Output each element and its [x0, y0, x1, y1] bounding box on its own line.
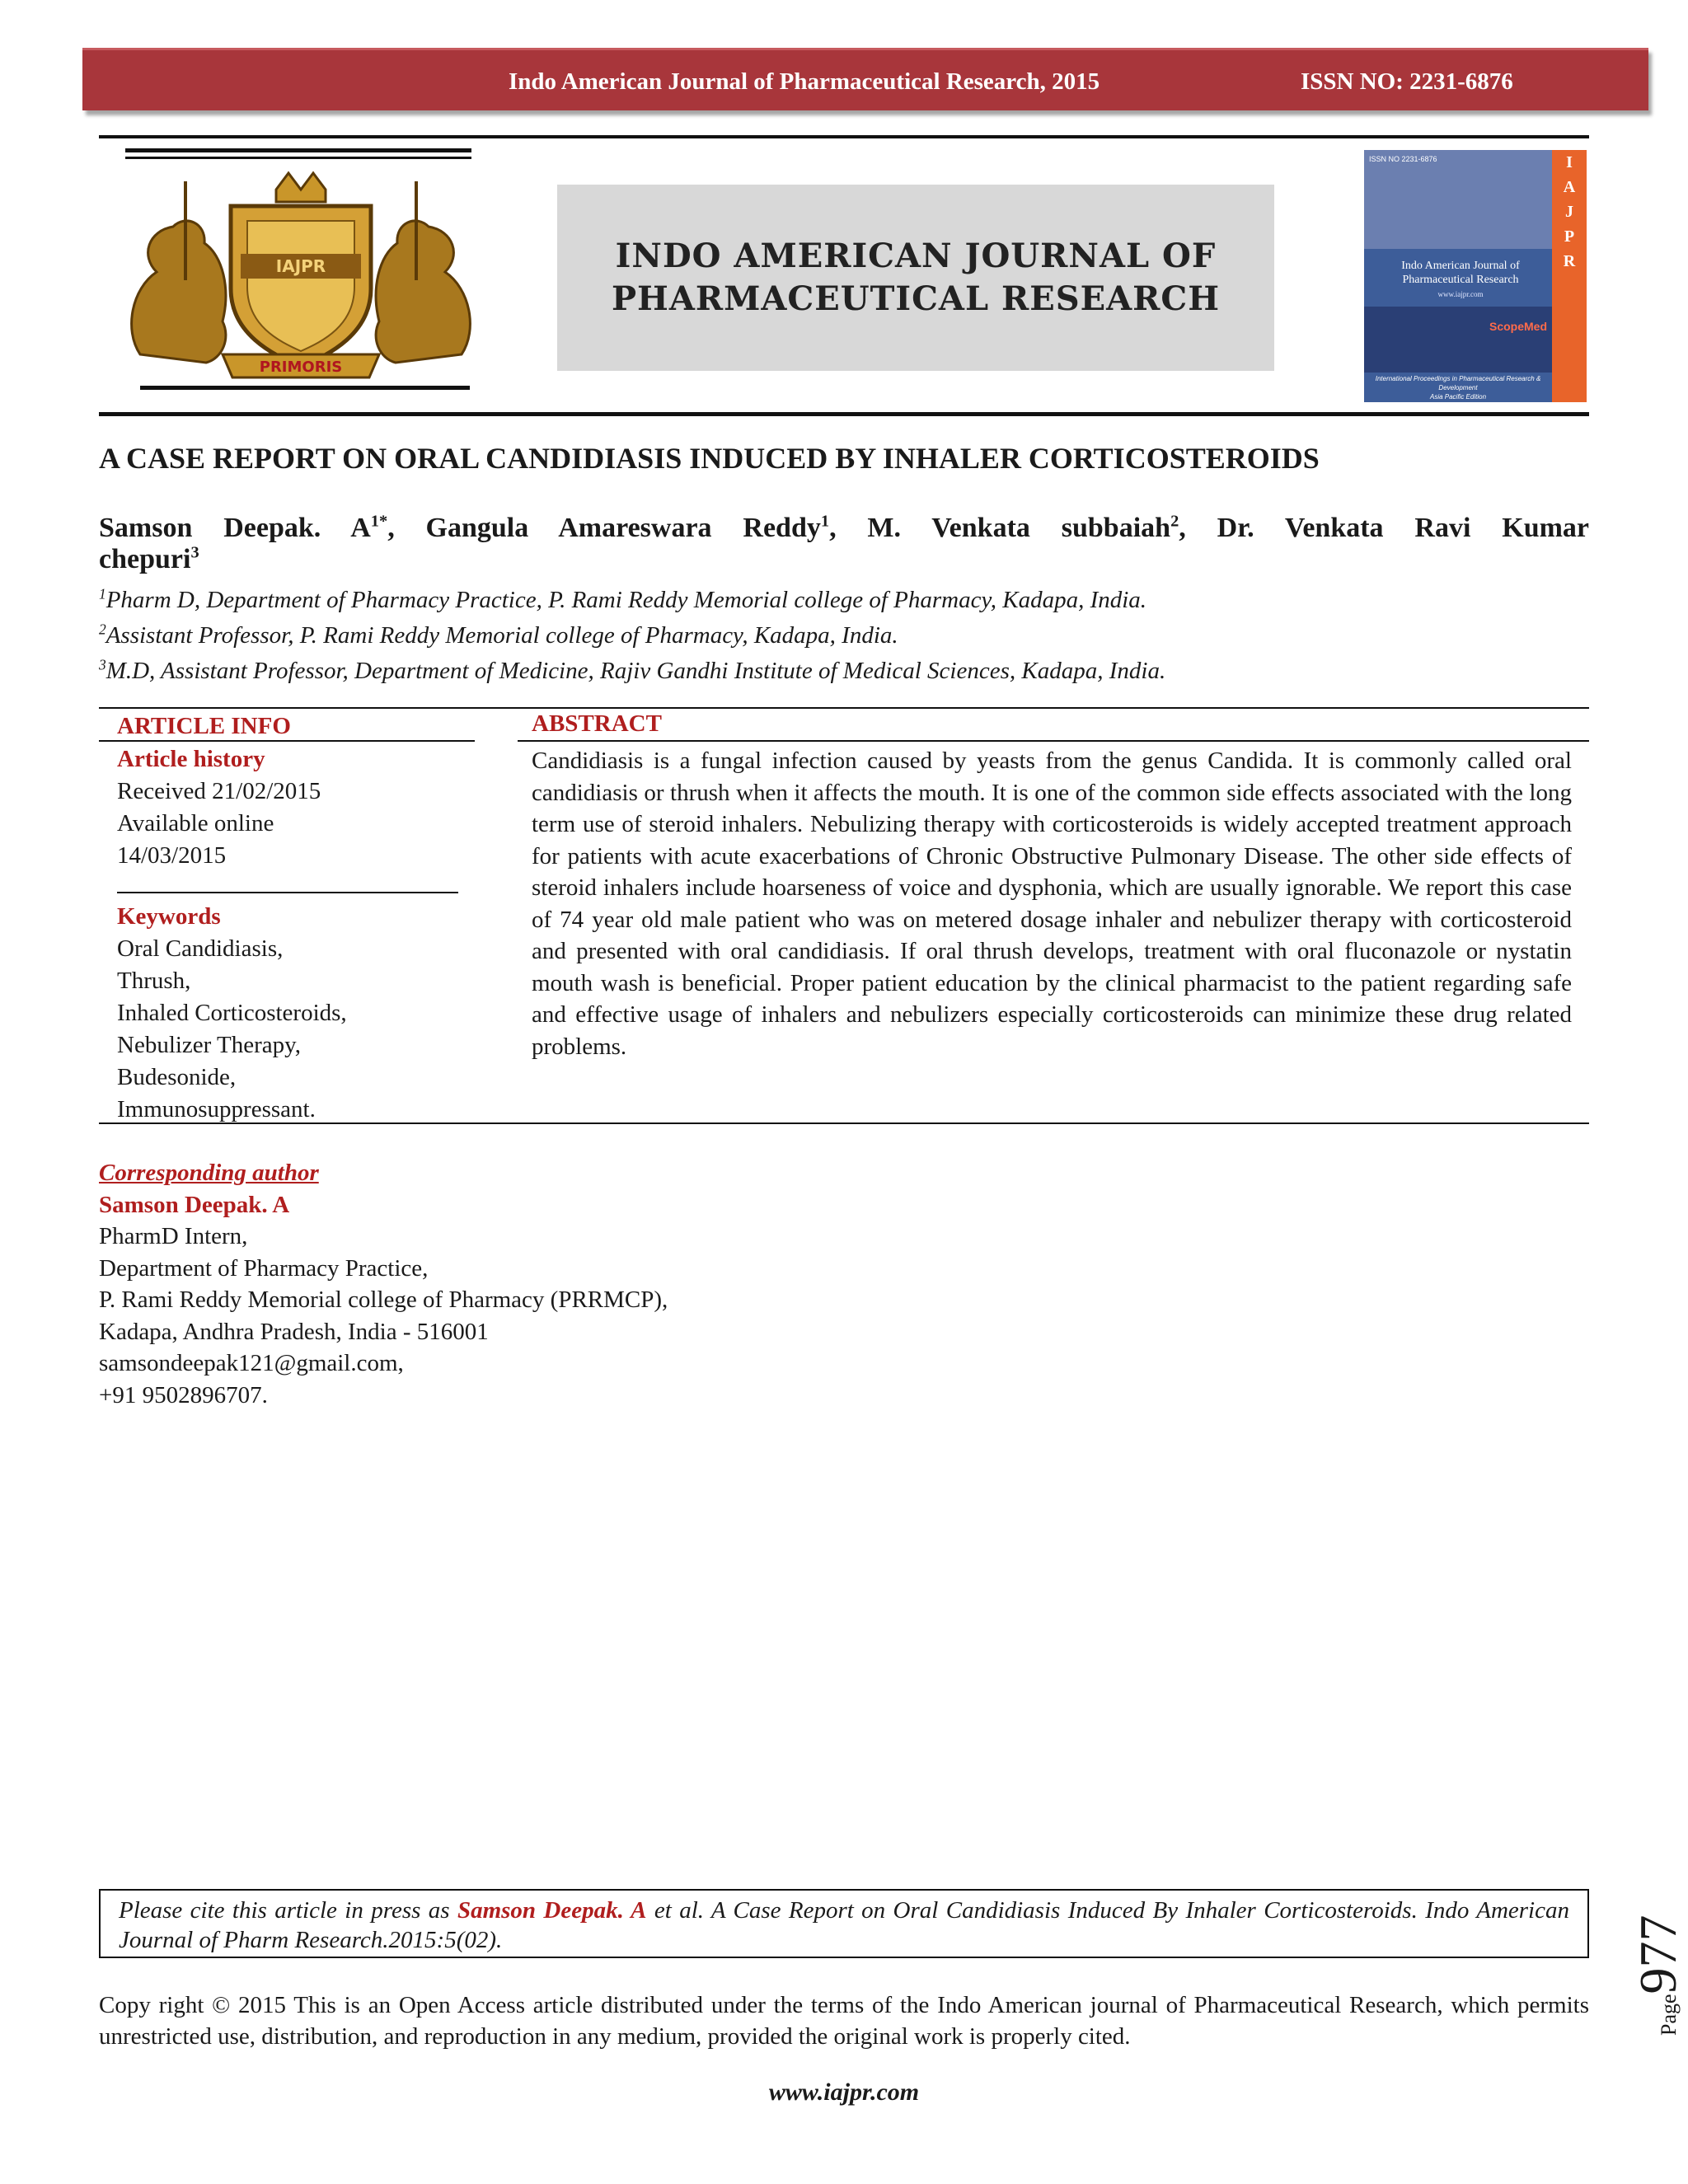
author-line-2	[99, 544, 199, 575]
author-2-sup: 1	[820, 512, 830, 531]
cover-letter-r: R	[1563, 252, 1576, 270]
citation-prefix: Please cite this article in press as	[119, 1897, 450, 1924]
cover-letter-i: I	[1566, 153, 1573, 171]
cover-footer	[1364, 374, 1552, 401]
cover-publisher: ScopeMed	[1489, 320, 1547, 333]
page-number-value: 977	[1629, 1915, 1687, 1994]
affiliation-3	[99, 658, 1165, 685]
author-4-surname: chepuri	[99, 544, 191, 574]
available-online-label: Available online	[117, 810, 274, 837]
iajpr-crest-logo	[107, 165, 495, 387]
available-online-date: 14/03/2015	[117, 842, 227, 869]
author-line: Samson Deepak. $A^{1*}$, Gangula Amareswara Reddy$^1$, M. Venkata subbaiah$^2$, Dr. Venkata Ravi Kumar	[99, 512, 1590, 543]
cover-letter-a: A	[1563, 178, 1576, 196]
affiliation-3-sup: 3	[99, 656, 106, 673]
abstract-heading-rule	[518, 740, 1589, 742]
crest-banner-text: IAJPR	[275, 256, 326, 276]
author-3-sup: 2	[1170, 512, 1179, 531]
corresponding-phone: +91 9502896707.	[99, 1381, 268, 1408]
affiliation-2	[99, 622, 898, 649]
page-label: Page	[1657, 1994, 1681, 2036]
article-info-heading: ARTICLE INFO	[117, 713, 291, 739]
affiliation-2-text: Assistant Professor, P. Rami Reddy Memorial college of Pharmacy, Kadapa, India.	[106, 622, 898, 649]
article-title: A CASE REPORT ON ORAL CANDIDIASIS INDUCED BY INHALER CORTICOSTEROIDS	[99, 442, 1320, 475]
author-4-sup: 3	[190, 543, 199, 562]
masthead-line-1: INDO AMERICAN JOURNAL OF	[615, 237, 1217, 275]
cover-issn: ISSN NO 2231-6876	[1369, 155, 1437, 163]
info-table-top-rule	[99, 707, 1589, 709]
keyword-item: Oral Candidiasis,	[117, 935, 284, 962]
keyword-item: Budesonide,	[117, 1064, 237, 1090]
masthead-top-rule	[99, 135, 1589, 138]
corresponding-email: samsondeepak121@gmail.com,	[99, 1350, 404, 1376]
cover-flag-panel	[1364, 307, 1552, 373]
author-3: M. Venkata subbaiah	[867, 513, 1171, 543]
author-1: Samson Deepak. A	[99, 513, 371, 543]
keywords-separator	[117, 892, 458, 893]
author-2: Gangula Amareswara Reddy	[425, 513, 821, 543]
keyword-item: Thrush,	[117, 968, 191, 994]
keyword-item: Immunosuppressant.	[117, 1096, 316, 1122]
affiliation-1-text: Pharm D, Department of Pharmacy Practice, P. Rami Reddy Memorial college of Pharmacy, Kadapa, India.	[106, 587, 1147, 613]
masthead-line-2: PHARMACEUTICAL RESEARCH	[611, 279, 1221, 318]
affiliation-1	[99, 587, 1146, 614]
journal-masthead	[557, 185, 1274, 371]
cover-title: Indo American Journal of Pharmaceutical Research	[1401, 260, 1520, 286]
corresponding-line: Department of Pharmacy Practice,	[99, 1254, 429, 1282]
cover-edition: Asia Pacific Edition	[1429, 393, 1487, 401]
received-date: Received 21/02/2015	[117, 778, 321, 804]
cover-url: www.iajpr.com	[1437, 290, 1484, 298]
keywords-heading: Keywords	[117, 903, 221, 930]
article-info-column	[117, 710, 463, 743]
page-number	[1628, 1915, 1688, 2036]
abstract-text: Candidiasis is a fungal infection caused by yeasts from the genus Candida. It is commonly called oral candidiasis or thrush when it affects the mouth. It is one of the common side effects associated with the long term use of steroid inhalers. Nebulizing therapy with corticosteroids is widely accepted treatment approach for patients with acute exacerbations of Chronic Obstructive Pulmonary Disease. The other side effects of steroid inhalers include hoarseness of voice and dysphonia, which are usually ignorable. We report this case of 74 year old male patient who was on metered dosage inhaler and nebulizer therapy with corticosteroid and presented with oral candidiasis. If oral thrush develops, treatment with oral fluconazole or nystatin mouth wash is beneficial. Proper patient education by the clinical pharmacist to the patient regarding safe and effective usage of inhalers and nebulizers especially corticosteroids can minimize these drug related problems.	[532, 748, 1572, 1060]
keywords-block	[117, 901, 463, 1126]
author-1-sup: 1*	[370, 512, 388, 531]
corresponding-line: P. Rami Reddy Memorial college of Pharmacy (PRRMCP),	[99, 1286, 668, 1313]
cover-top-panel	[1364, 150, 1552, 249]
banner-journal-name: Indo American Journal of Pharmaceutical Research, 2015	[509, 68, 1100, 95]
cover-side-strip	[1552, 150, 1587, 402]
corresponding-author-block	[99, 1157, 668, 1411]
corresponding-line: Kadapa, Andhra Pradesh, India - 516001	[99, 1318, 489, 1345]
article-history-heading: Article history	[117, 746, 265, 772]
keyword-item: Nebulizer Therapy,	[117, 1032, 302, 1058]
abstract-heading: ABSTRACT	[532, 710, 662, 737]
journal-header-banner	[82, 48, 1648, 110]
cover-footer-line: International Proceedings in Pharmaceutical Research & Development	[1375, 375, 1541, 391]
masthead-left-rule-2	[125, 157, 471, 159]
crest-ribbon-text: PRIMORIS	[259, 359, 343, 376]
corresponding-line: PharmD Intern,	[99, 1223, 248, 1249]
masthead-left-rule-1	[125, 148, 471, 152]
keyword-item: Inhaled Corticosteroids,	[117, 1000, 347, 1026]
citation-box	[99, 1889, 1589, 1958]
cover-letter-p: P	[1564, 227, 1575, 246]
affiliation-2-sup: 2	[99, 621, 106, 638]
citation-rest: et al. A Case Report on Oral Candidiasis Induced By Inhaler Corticosteroids. Indo American Journal of Pharm Research.2015:5(02).	[119, 1897, 1569, 1953]
corresponding-author-name: Samson Deepak. A	[99, 1191, 290, 1218]
corresponding-author-label: Corresponding author	[99, 1160, 319, 1186]
journal-cover-thumbnail	[1364, 150, 1587, 402]
masthead-bottom-rule	[99, 412, 1589, 416]
affiliation-3-text: M.D, Assistant Professor, Department of Medicine, Rajiv Gandhi Institute of Medical Sciences, Kadapa, India.	[106, 658, 1166, 684]
copyright-notice: Copy right © 2015 This is an Open Access article distributed under the terms of the Indo American journal of Pharmaceutical Research, which permits unrestricted use, distribution, and reproduction in any medium, provided the original work is properly cited.	[99, 1992, 1589, 2050]
article-history-block	[117, 743, 463, 872]
cover-letter-j: J	[1565, 203, 1573, 221]
footer-url[interactable]: www.iajpr.com	[768, 2079, 920, 2106]
affiliation-1-sup: 1	[99, 585, 106, 602]
citation-author: Samson Deepak. A	[457, 1897, 647, 1924]
author-4: Dr. Venkata Ravi Kumar	[1217, 513, 1590, 543]
banner-issn: ISSN NO: 2231-6876	[1301, 68, 1513, 95]
